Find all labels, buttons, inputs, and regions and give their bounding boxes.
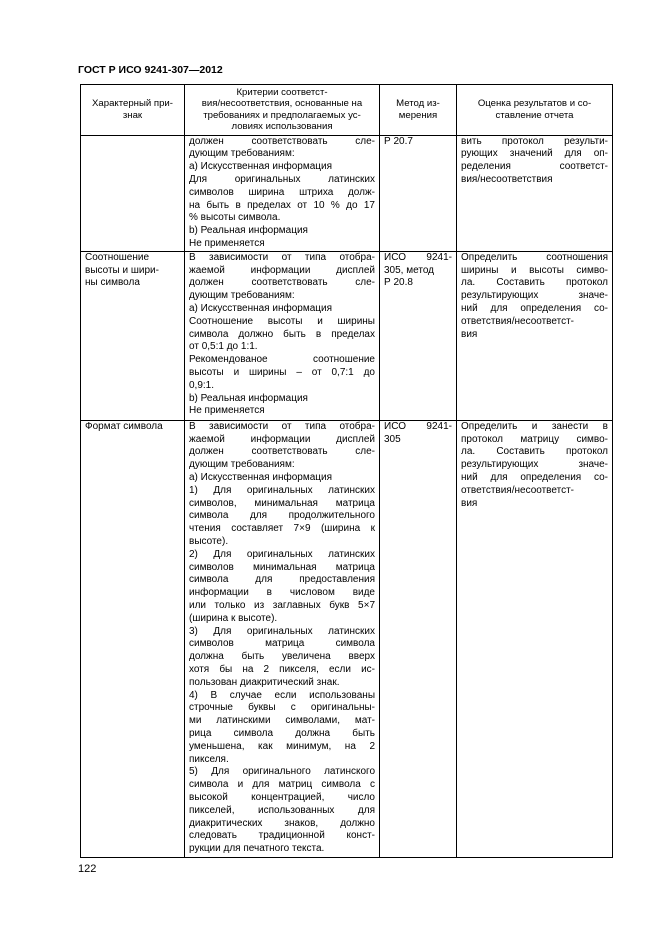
text-line: 0,9:1. — [189, 379, 215, 391]
text-line: информации в числовом виде — [189, 587, 375, 599]
text-line: жаемой информации дисплей — [189, 264, 375, 276]
cell-criteria — [185, 251, 380, 420]
text-line: дующим требованиям: — [189, 290, 295, 302]
text-line: высокой концентрацией, число — [189, 791, 375, 803]
text-line: дующим требованиям: — [189, 459, 295, 471]
table-header-row — [81, 85, 613, 136]
text-line: ИСО 9241- — [384, 420, 452, 432]
text-line: Характерный при- — [92, 98, 173, 110]
text-line: ИСО 9241- — [384, 251, 452, 263]
cell-method — [380, 135, 457, 251]
text-line: % высоты символа. — [189, 212, 281, 224]
text-line: символов матрица символа — [189, 638, 375, 650]
text-line: высоте). — [189, 535, 229, 547]
text-line: от 0,5:1 до 1:1. — [189, 341, 258, 353]
text-line: результирующих значе- — [461, 459, 608, 471]
text-line: Не применяется — [189, 405, 265, 417]
text-line: должен соответствовать сле- — [189, 277, 375, 289]
text-line: символа для предоставления — [189, 574, 375, 586]
text-line: b) Реальная информация — [189, 225, 308, 237]
text-line: ны символа — [85, 277, 140, 289]
text-line: символов, минимальная матрица — [189, 497, 375, 509]
text-line: Для оригинальных латинских — [189, 174, 375, 186]
text-line: Не применяется — [189, 238, 265, 249]
text-line: знак — [122, 109, 143, 121]
text-line: Определить соотношения — [461, 251, 608, 263]
table-row — [81, 251, 613, 420]
text-line: Соотношение высоты и ширины — [189, 315, 375, 327]
text-line: Оценка результатов и со- — [477, 98, 592, 110]
text-line: 305 — [384, 433, 401, 445]
text-line: на быть в пределах от 10 % до 17 — [189, 199, 375, 211]
text-line: высоты и шири- — [85, 264, 159, 276]
text-line: высоты и ширины – от 0,7:1 до — [189, 366, 375, 378]
text-line: а) Искусственная информация — [189, 471, 332, 483]
text-line: результирующих значе- — [461, 290, 608, 302]
text-line: чтения составляет 7×9 (ширина к — [189, 523, 375, 535]
text-line: а) Искусственная информация — [189, 302, 332, 314]
text-line: вить протокол результи- — [461, 135, 608, 147]
text-line: или только из заглавных букв 5×7 — [189, 599, 375, 611]
text-line: ми латинскими символами, мат- — [189, 715, 375, 727]
column-header-evaluation — [457, 85, 613, 136]
text-line: 3) Для оригинальных латинских — [189, 625, 375, 637]
text-line: должен соответствовать сле- — [189, 446, 375, 458]
text-line: пользован диакритический знак. — [189, 676, 340, 688]
text-line: пикселей, использованных для — [189, 804, 375, 816]
text-line: Р 20.8 — [384, 277, 413, 289]
text-line: 4) В случае если использованы — [189, 689, 375, 701]
text-line: ла. Составить протокол — [461, 277, 608, 289]
cell-criteria — [185, 135, 380, 251]
cell-feature — [81, 135, 185, 251]
text-line: ний для определения со- — [461, 302, 608, 314]
cell-evaluation — [457, 251, 613, 420]
text-line: требованиях и предполагаемых ус- — [203, 109, 361, 121]
cell-method — [380, 251, 457, 420]
text-line: вия/несоответствия, основанные на — [201, 98, 363, 110]
text-line: ределения соответст- — [461, 161, 608, 173]
cell-feature — [81, 420, 185, 857]
criteria-table — [80, 84, 613, 858]
text-line: дующим требованиям: — [189, 148, 295, 160]
text-line: вия/несоответствия — [461, 174, 553, 186]
text-line: Определить и занести в — [461, 420, 608, 432]
text-line: 2) Для оригинальных латинских — [189, 548, 375, 560]
text-line: Рекомендованое соотношение — [189, 354, 375, 366]
cell-feature — [81, 251, 185, 420]
text-line: рукции для печатного текста. — [189, 843, 325, 855]
text-line: Формат символа — [85, 420, 163, 432]
text-line: символа и для матриц символа с — [189, 779, 375, 791]
text-line: диакритических знаков, должно — [189, 817, 375, 829]
text-line: жаемой информации дисплей — [189, 433, 375, 445]
text-line: а) Искусственная информация — [189, 161, 332, 173]
table-row — [81, 420, 613, 857]
text-line: ла. Составить протокол — [461, 446, 608, 458]
text-line: (ширина к высоте). — [189, 612, 278, 624]
text-line: b) Реальная информация — [189, 392, 308, 404]
text-line: ловиях использования — [231, 121, 333, 133]
cell-criteria — [185, 420, 380, 857]
text-line: вия — [461, 328, 478, 340]
text-line: В зависимости от типа отобра- — [189, 251, 375, 263]
text-line: Метод из- — [396, 98, 440, 110]
text-line: ширины и высоты симво- — [461, 264, 608, 276]
text-line: 5) Для оригинального латинского — [189, 766, 375, 778]
text-line: ответствия/несоответст- — [461, 315, 574, 327]
cell-method — [380, 420, 457, 857]
text-line: символа для продолжительного — [189, 510, 375, 522]
text-line: ставление отчета — [495, 109, 574, 121]
text-line: строчные буквы с оригинальны- — [189, 702, 375, 714]
column-header-feature — [81, 85, 185, 136]
text-line: пикселя. — [189, 753, 229, 765]
text-line: протокол матрицу симво- — [461, 433, 608, 445]
column-header-criteria — [185, 85, 380, 136]
text-line: мерения — [398, 109, 438, 121]
text-line: Соотношение — [85, 251, 150, 263]
cell-evaluation — [457, 420, 613, 857]
text-line: ответствия/несоответст- — [461, 484, 574, 496]
text-line: символов минимальная матрица — [189, 561, 375, 573]
text-line: хотя бы на 2 пикселя, если ис- — [189, 663, 375, 675]
text-line: ний для определения со- — [461, 471, 608, 483]
text-line: следовать традиционной конст- — [189, 830, 375, 842]
text-line: рица символа должна быть — [189, 727, 375, 739]
document-header: ГОСТ Р ИСО 9241-307—2012 — [78, 64, 223, 76]
text-line: рующих значений для оп- — [461, 148, 608, 160]
page-number: 122 — [78, 863, 97, 875]
text-line: Р 20.7 — [384, 135, 413, 147]
text-line: вия — [461, 497, 478, 509]
text-line: уменьшена, как минимум, на 2 — [189, 740, 375, 752]
column-header-method — [380, 85, 457, 136]
text-line: 1) Для оригинальных латинских — [189, 484, 375, 496]
text-line: Критерии соответст- — [236, 87, 328, 98]
cell-evaluation — [457, 135, 613, 251]
text-line: должна быть увеличена вверх — [189, 651, 375, 663]
text-line: должен соответствовать сле- — [189, 135, 375, 147]
table-row — [81, 135, 613, 251]
text-line: В зависимости от типа отобра- — [189, 420, 375, 432]
text-line: символа должно быть в пределах — [189, 328, 375, 340]
text-line: 305, метод — [384, 264, 434, 276]
text-line: символов ширина штриха долж- — [189, 186, 375, 198]
